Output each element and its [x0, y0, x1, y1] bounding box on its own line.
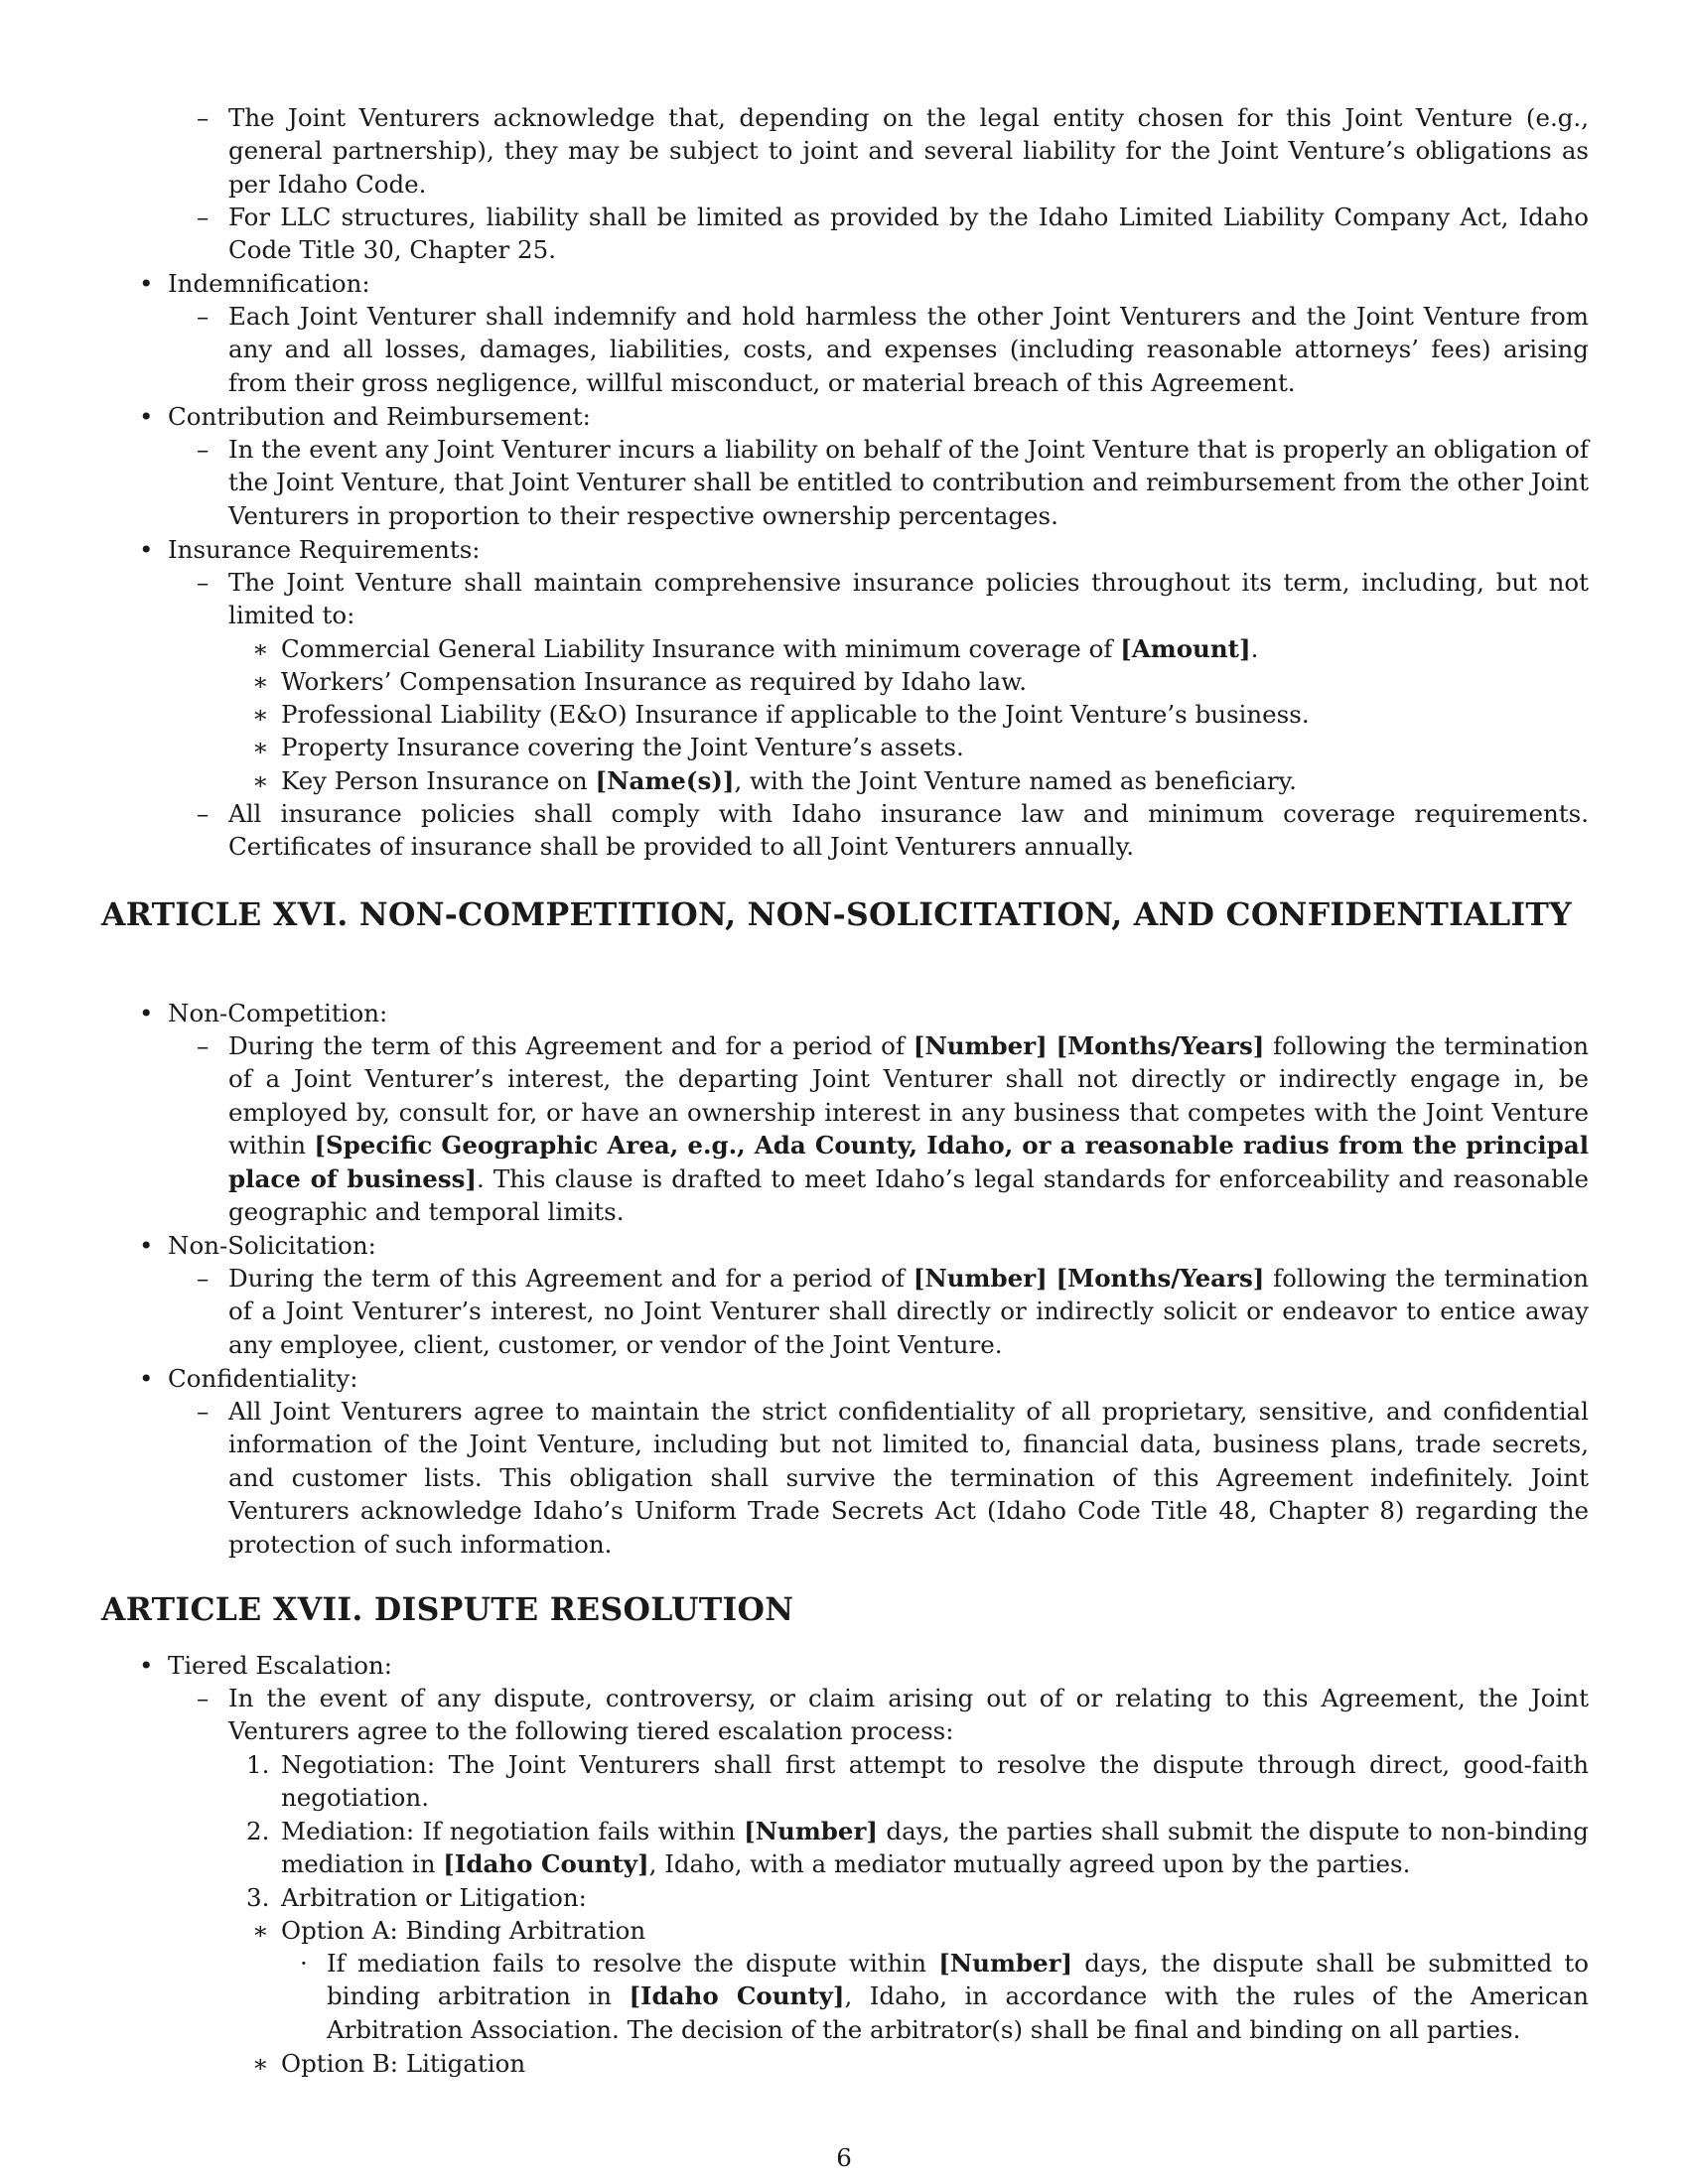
liability-item-joint-several: The Joint Venturers acknowledge that, depending on the legal entity chosen for this Joint Venture (e.g., general partnership), they may be subject to joint and several liability for the Joint Venture’s obligations as per Idaho Code. [228, 103, 1589, 199]
step-arbitration-litigation: Arbitration or Litigation: [281, 1883, 587, 1912]
option-a-label: Option A: Binding Arbitration [281, 1916, 646, 1945]
dash-marker: – [197, 1264, 210, 1293]
option-b-label: Option B: Litigation [281, 2049, 526, 2078]
insurance-item-cgl: Commercial General Liability Insurance with minimum coverage of [Amount]. [281, 634, 1259, 663]
dash-marker: – [197, 1031, 210, 1060]
insurance-item-workers: Workers’ Compensation Insurance as required by Idaho law. [281, 667, 1028, 696]
dash-marker: – [197, 568, 210, 597]
asterisk-marker: ∗ [252, 634, 269, 663]
article-16-heading: ARTICLE XVI. NON-COMPETITION, NON-SOLICITATION, AND CONFIDENTIALITY [101, 896, 1572, 933]
liability-item-llc: For LLC structures, liability shall be limited as provided by the Idaho Limited Liability Company Act, Idaho Code Title 30, Chapter 25. [228, 203, 1589, 265]
asterisk-marker: ∗ [252, 700, 269, 729]
asterisk-marker: ∗ [252, 766, 269, 795]
contribution-text: In the event any Joint Venturer incurs a liability on behalf of the Joint Venture that is properly an obligation of the Joint Venture, that Joint Venturer shall be entitled to contribution and reimbursement from the other Joint Venturers in proportion to their respective ownership percentages. [228, 435, 1589, 530]
asterisk-marker: ∗ [252, 667, 269, 696]
indemnification-text: Each Joint Venturer shall indemnify and hold harmless the other Joint Venturers and the Joint Venture from any and all losses, damages, liabilities, costs, and expenses (including reasonable attorneys’ fees) arising from their gross negligence, willful misconduct, or material breach of this Agreement. [228, 302, 1589, 397]
nonsolicit-label: Non-Solicitation: [168, 1231, 376, 1260]
option-a-text: If mediation fails to resolve the dispute within [Number] days, the dispute shall be submitted to binding arbitration in [Idaho County], Idaho, in accordance with the rules of the American Arbitration Association. The decision of the arbitrator(s) shall be final and binding on all parties. [327, 1949, 1589, 2044]
noncompete-text: During the term of this Agreement and for a period of [Number] [Months/Years] following the termination of a Joint Venturer’s interest, the departing Joint Venturer shall not directly or indirectly engage in, be employed by, consult for, or have an ownership interest in any business that competes with the Joint Venture within [Specific Geographic Area, e.g., Ada County, Idaho, or a reasonable radius from the principal place of business]. This clause is drafted to meet Idaho’s legal standards for enforceability and reasonable geographic and temporal limits. [228, 1031, 1589, 1227]
insurance-item-key-person: Key Person Insurance on [Name(s)], with the Joint Venture named as beneficiary. [281, 766, 1297, 795]
dash-marker: – [197, 435, 210, 464]
confidentiality-label: Confidentiality: [168, 1364, 358, 1393]
confidentiality-text: All Joint Venturers agree to maintain the strict confidentiality of all proprietary, sensitive, and confidential information of the Joint Venture, including but not limited to, financial data, business plans, trade secrets, and customer lists. This obligation shall survive the termination of this Agreement indefinitely. Joint Venturers acknowledge Idaho’s Uniform Trade Secrets Act (Idaho Code Title 48, Chapter 8) regarding the protection of such information. [228, 1397, 1589, 1559]
tiered-escalation-label: Tiered Escalation: [168, 1651, 393, 1680]
step-number: 1. [246, 1750, 270, 1779]
insurance-intro: The Joint Venture shall maintain comprehensive insurance policies throughout its term, including, but not limited to: [228, 568, 1589, 630]
bullet-marker: • [139, 1364, 154, 1393]
indemnification-label: Indemnification: [168, 269, 370, 298]
step-number: 2. [246, 1817, 270, 1845]
article-17-heading: ARTICLE XVII. DISPUTE RESOLUTION [101, 1591, 794, 1628]
insurance-item-property: Property Insurance covering the Joint Venture’s assets. [281, 733, 964, 761]
noncompete-label: Non-Competition: [168, 999, 388, 1027]
insurance-item-professional: Professional Liability (E&O) Insurance if applicable to the Joint Venture’s business. [281, 700, 1310, 729]
bullet-marker: • [139, 269, 154, 298]
dash-marker: – [197, 103, 210, 132]
insurance-label: Insurance Requirements: [168, 535, 481, 564]
dot-marker: · [300, 1949, 308, 1978]
bullet-marker: • [139, 999, 154, 1027]
nonsolicit-text: During the term of this Agreement and for a period of [Number] [Months/Years] following the termination of a Joint Venturer’s interest, no Joint Venturer shall directly or indirectly solicit or endeavor to entice away any employee, client, customer, or vendor of the Joint Venture. [228, 1264, 1589, 1359]
asterisk-marker: ∗ [252, 733, 269, 761]
dash-marker: – [197, 203, 210, 231]
bullet-marker: • [139, 1231, 154, 1260]
bullet-marker: • [139, 535, 154, 564]
dash-marker: – [197, 799, 210, 828]
dash-marker: – [197, 1397, 210, 1426]
asterisk-marker: ∗ [252, 2049, 269, 2078]
page-number: 6 [836, 2143, 852, 2172]
step-mediation: Mediation: If negotiation fails within [Number] days, the parties shall submit the dispute to non-binding mediation in [Idaho County], Idaho, with a mediator mutually agreed upon by the parties. [281, 1817, 1589, 1879]
step-negotiation: Negotiation: The Joint Venturers shall first attempt to resolve the dispute through direct, good-faith negotiation. [281, 1750, 1589, 1813]
dash-marker: – [197, 302, 210, 331]
dash-marker: – [197, 1684, 210, 1712]
tiered-escalation-intro: In the event of any dispute, controversy, or claim arising out of or relating to this Agreement, the Joint Venturers agree to the following tiered escalation process: [228, 1684, 1589, 1746]
bullet-marker: • [139, 1651, 154, 1680]
insurance-compliance: All insurance policies shall comply with Idaho insurance law and minimum coverage requirements. Certificates of insurance shall be provided to all Joint Venturers annually. [228, 799, 1589, 862]
contribution-label: Contribution and Reimbursement: [168, 402, 591, 431]
bullet-marker: • [139, 402, 154, 431]
step-number: 3. [246, 1883, 270, 1912]
asterisk-marker: ∗ [252, 1916, 269, 1945]
